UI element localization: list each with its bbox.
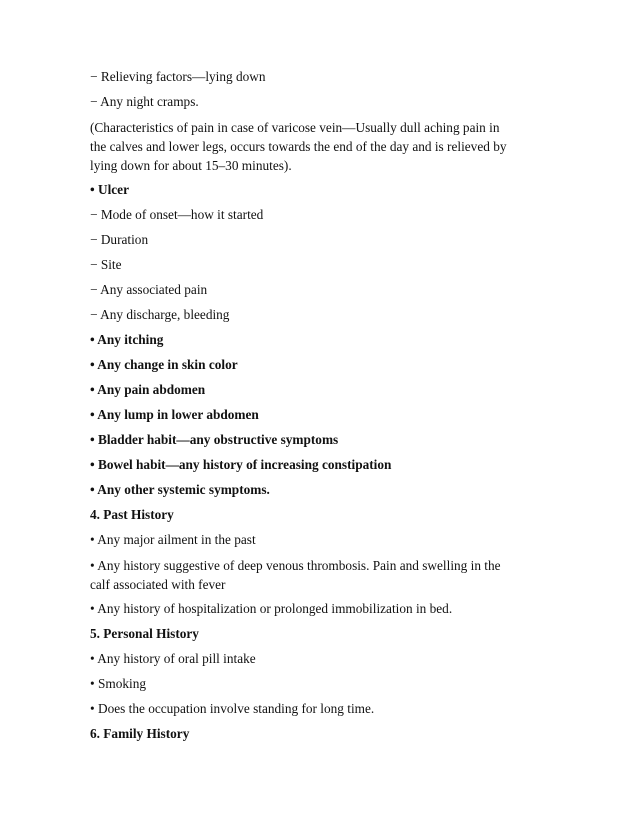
past-history-line: • Any history suggestive of deep venous thrombosis. Pain and swelling in the [90, 558, 501, 573]
symptom-item: • Bowel habit—any history of increasing constipation [90, 457, 392, 472]
symptom-item: • Any itching [90, 332, 164, 347]
document-page [90, 68, 550, 750]
ulcer-heading: • Ulcer [90, 182, 129, 197]
symptom-item: • Any lump in lower abdomen [90, 407, 259, 422]
family-history-heading: 6. Family History [90, 726, 190, 741]
ulcer-item: − Duration [90, 232, 149, 247]
past-history-item: • Any history of hospitalization or prolonged immobilization in bed. [90, 601, 453, 616]
symptom-item: • Any change in skin color [90, 357, 238, 372]
past-history-heading: 4. Past History [90, 507, 174, 522]
past-history-line: calf associated with fever [90, 577, 226, 592]
personal-history-item: • Smoking [90, 676, 147, 691]
past-history-item: • Any major ailment in the past [90, 532, 256, 547]
ulcer-item: − Mode of onset—how it started [90, 207, 264, 222]
symptom-item: • Bladder habit—any obstructive symptoms [90, 432, 339, 447]
pain-characteristics-paragraph [90, 118, 550, 175]
relieving-factors-line: − Relieving factors—lying down [90, 69, 266, 84]
ulcer-item: − Any discharge, bleeding [90, 307, 230, 322]
personal-history-item: • Does the occupation involve standing for long time. [90, 701, 375, 716]
personal-history-item: • Any history of oral pill intake [90, 651, 256, 666]
past-history-item [90, 556, 550, 594]
ulcer-item: − Any associated pain [90, 282, 208, 297]
symptom-item: • Any other systemic symptoms. [90, 482, 270, 497]
pain-note-line: the calves and lower legs, occurs towards the end of the day and is relieved by [90, 139, 507, 154]
pain-note-line: (Characteristics of pain in case of varicose vein—Usually dull aching pain in [90, 120, 500, 135]
personal-history-heading: 5. Personal History [90, 626, 199, 641]
pain-note-line: lying down for about 15–30 minutes). [90, 158, 292, 173]
ulcer-item: − Site [90, 257, 122, 272]
symptom-item: • Any pain abdomen [90, 382, 206, 397]
night-cramps-line: − Any night cramps. [90, 94, 199, 109]
